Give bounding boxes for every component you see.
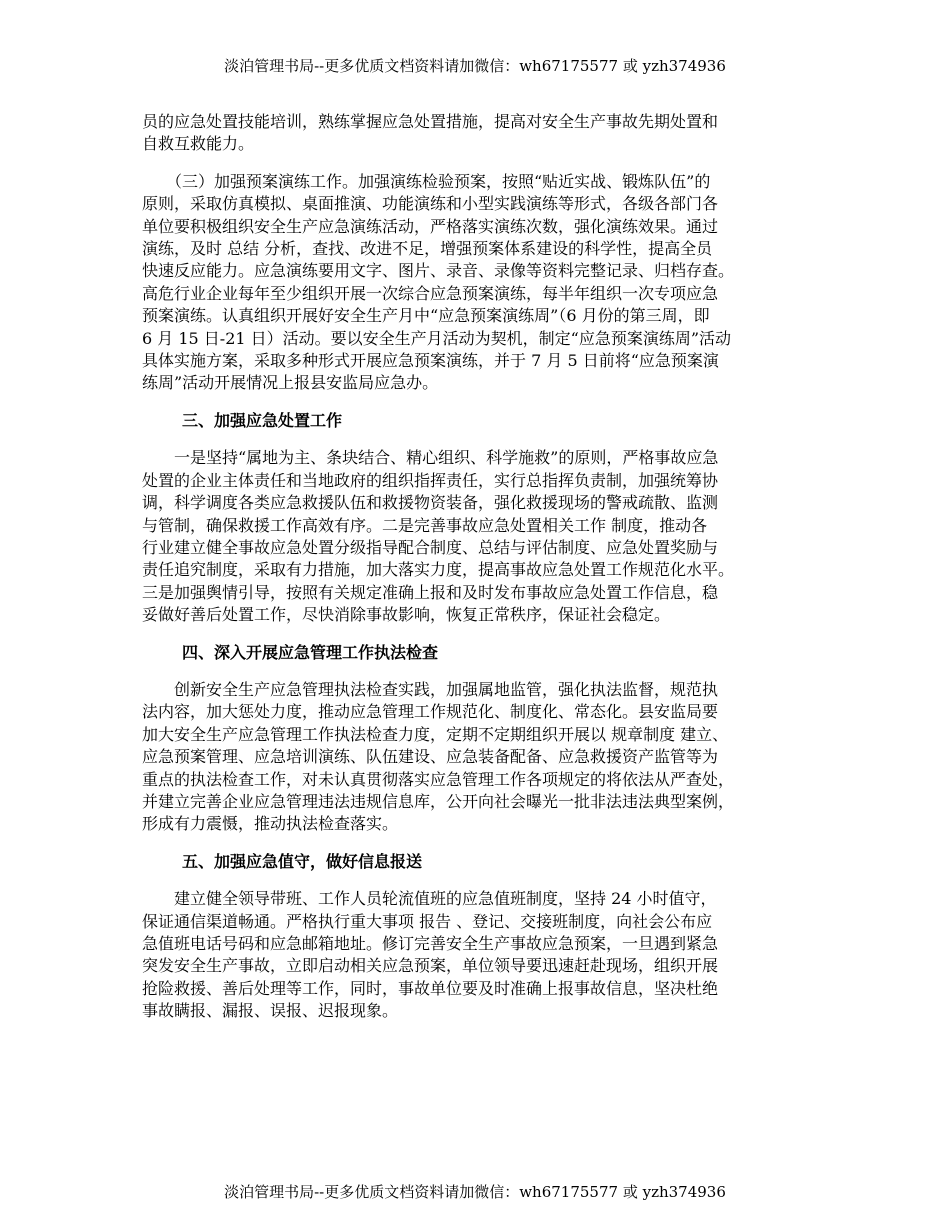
section-heading-4: 四、深入开展应急管理工作执法检查 — [182, 642, 439, 662]
text-line: 单位要积极组织安全生产应急演练活动，严格落实演练次数，强化演练效果。通过 — [142, 216, 719, 236]
text-line: 原则，采取仿真模拟、桌面推演、功能演练和小型实践演练等形式，各级各部门各 — [142, 194, 719, 214]
paragraph-drill — [142, 171, 822, 395]
text-line: 行业建立健全事故应急处置分级指导配合制度、总结与评估制度、应急处置奖励与 — [142, 537, 719, 557]
text-line: 快速反应能力。应急演练要用文字、图片、录音、录像等资料完整记录、归档存查。 — [142, 261, 735, 281]
text-line: 加大安全生产应急管理工作执法检查力度，定期不定期组织开展以 规章制度 建立、 — [142, 724, 729, 744]
text-line: 责任追究制度，采取有力措施，加大落实力度，提高事故应急处置工作规范化水平。 — [142, 560, 735, 580]
text-line: 高危行业企业每年至少组织开展一次综合应急预案演练，每半年组织一次专项应急 — [142, 283, 719, 303]
text-line: （三）加强预案演练工作。加强演练检验预案，按照“贴近实战、锻炼队伍”的 — [142, 171, 711, 191]
paragraph-duty-reporting — [142, 888, 822, 1022]
section-heading-3: 三、加强应急处置工作 — [182, 410, 343, 430]
text-line: 并建立完善企业应急管理违法违规信息库，公开向社会曝光一批非法违法典型案例， — [142, 791, 735, 811]
text-line: 调，科学调度各类应急救援队伍和救援物资装备，强化救援现场的警戒疏散、监测 — [142, 493, 719, 513]
text-line: 保证通信渠道畅通。严格执行重大事项 报告 、登记、交接班制度，向社会公布应 — [142, 911, 713, 931]
document-body — [142, 111, 822, 1023]
text-line: 6 月 15 日-21 日）活动。要以安全生产月活动为契机，制定“应急预案演练周”活动 — [142, 328, 732, 348]
text-line: 建立健全领导带班、工作人员轮流值班的应急值班制度，坚持 24 小时值守， — [142, 889, 717, 909]
text-line: 事故瞒报、漏报、误报、迟报现象。 — [142, 1001, 399, 1021]
text-line: 三是加强舆情引导，按照有关规定准确上报和及时发布事故应急处置工作信息，稳 — [142, 582, 719, 602]
page-header: 淡泊管理书局--更多优质文档资料请加微信：wh67175577 或 yzh374936 — [224, 57, 726, 75]
text-line: 演练，及时 总结 分析，查找、改进不足，增强预案体系建设的科学性，提高全员 — [142, 239, 713, 259]
text-line: 员的应急处置技能培训，熟练掌握应急处置措施，提高对安全生产事故先期处置和 — [142, 112, 719, 131]
text-line: 急值班电话号码和应急邮箱地址。修订完善安全生产事故应急预案，一旦遇到紧急 — [142, 934, 719, 953]
section-heading-5: 五、加强应急值守，做好信息报送 — [182, 851, 423, 871]
text-line: 突发安全生产事故，立即启动相关应急预案，单位领导要迅速赶赴现场，组织开展 — [142, 956, 719, 976]
text-line: 一是坚持“属地为主、条块结合、精心组织、科学施救”的原则，严格事故应急 — [142, 448, 719, 468]
text-line: 妥做好善后处置工作，尽快消除事故影响，恢复正常秩序，保证社会稳定。 — [142, 605, 671, 625]
text-line: 应急预案管理、应急培训演练、队伍建设、应急装备配备、应急救援资产监管等为 — [142, 747, 719, 767]
text-line: 练周”活动开展情况上报县安监局应急办。 — [142, 373, 439, 393]
paragraph-emergency-response — [142, 447, 822, 626]
text-line: 法内容，加大惩处力度，推动应急管理工作规范化、制度化、常态化。县安监局要 — [142, 702, 719, 722]
page-footer: 淡泊管理书局--更多优质文档资料请加微信：wh67175577 或 yzh374936 — [224, 1183, 726, 1201]
text-line: 自救互救能力。 — [142, 134, 255, 154]
paragraph-law-enforcement — [142, 679, 822, 836]
text-line: 重点的执法检查工作，对未认真贯彻落实应急管理工作各项规定的将依法从严查处， — [142, 769, 735, 789]
paragraph-training-continued — [142, 111, 822, 156]
text-line: 形成有力震慑，推动执法检查落实。 — [142, 814, 399, 834]
text-line: 抢险救援、善后处理等工作，同时，事故单位要及时准确上报事故信息，坚决杜绝 — [142, 978, 719, 998]
text-line: 具体实施方案，采取多种形式开展应急预案演练，并于 7 月 5 日前将“应急预案演 — [142, 351, 719, 371]
text-line: 处置的企业主体责任和当地政府的组织指挥责任，实行总指挥负责制，加强统筹协 — [142, 470, 719, 490]
text-line: 预案演练。认真组织开展好安全生产月中“应急预案演练周”（6 月份的第三周，即 — [142, 306, 710, 326]
text-line: 创新安全生产应急管理执法检查实践，加强属地监管，强化执法监督，规范执 — [142, 679, 719, 699]
text-line: 与管制，确保救援工作高效有序。二是完善事故应急处置相关工作 制度，推动各 — [142, 515, 708, 535]
